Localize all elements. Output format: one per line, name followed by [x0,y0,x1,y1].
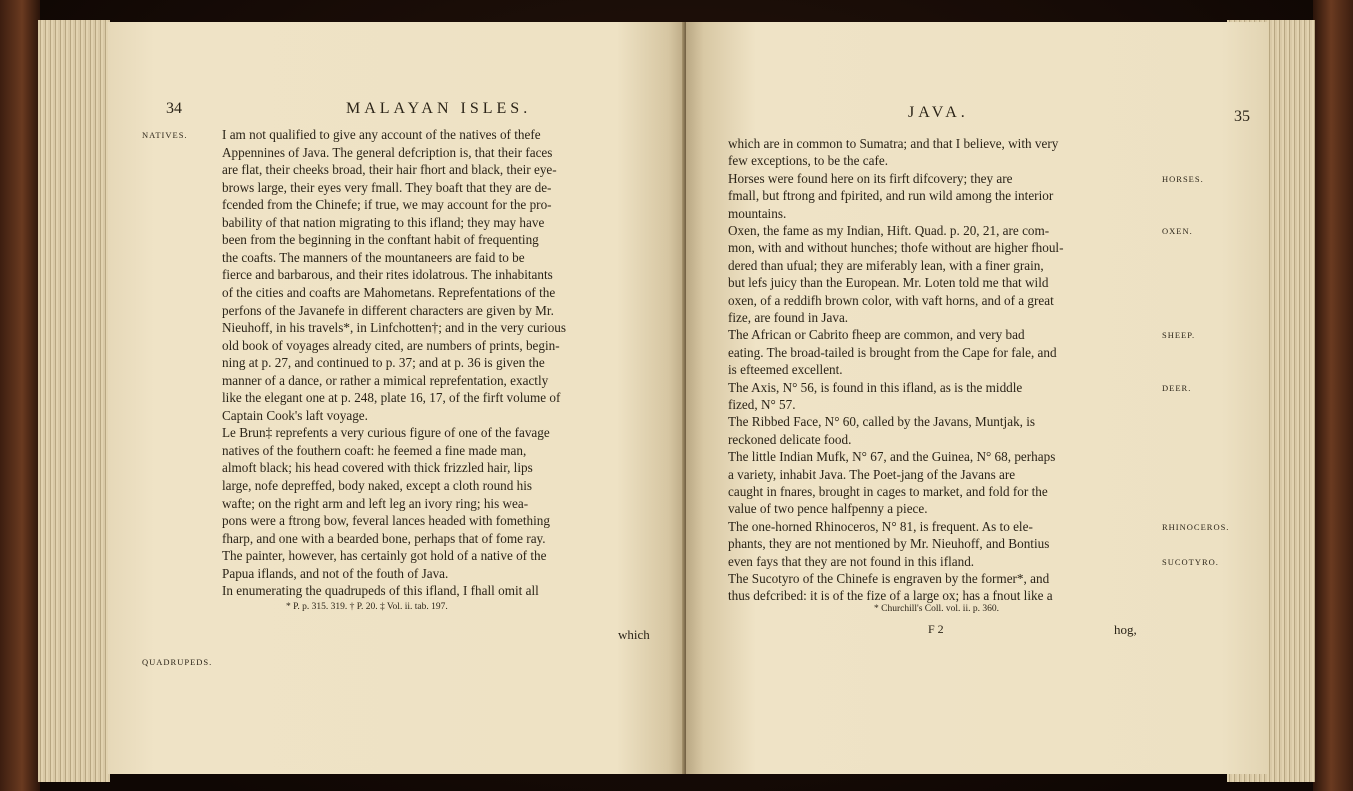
text-line: almoft black; his head covered with thick frizzled hair, lips [222,460,533,476]
left-page [108,22,686,774]
book-cover-right [1313,0,1353,791]
text-line: dered than ufual; they are miferably lean, with a finer grain, [728,257,1044,273]
text-line: ning at p. 27, and continued to p. 37; and at p. 36 is given the [222,355,545,371]
text-line: mountains. [728,205,787,221]
text-line: are flat, their cheeks broad, their hair fhort and black, their eye- [222,162,557,178]
text-line: even fays that they are not found in this ifland. [728,553,975,569]
margin-note: OXEN. [1162,226,1193,236]
text-line: of the cities and coafts are Mahometans. Reprefentations of the [222,284,556,300]
text-line: Papua iflands, and not of the fouth of Java. [222,565,449,581]
catchword: hog, [1114,622,1137,637]
text-line: The African or Cabrito fheep are common, and very bad [728,327,1025,343]
text-line: pons were a ftrong bow, feveral lances headed with fomething [222,513,550,529]
text-line: In enumerating the quadrupeds of this ifland, I fhall omit all [222,583,539,599]
text-line: bability of that nation migrating to this ifland; they may have [222,214,545,230]
text-line: fized, N° 57. [728,397,796,412]
text-line: value of two pence halfpenny a piece. [728,501,928,517]
text-line: wafte; on the right arm and left leg an ivory ring; his wea- [222,495,529,511]
page-number: 34 [166,100,182,117]
text-line: Nieuhoff, in his travels*, in Linfchotten†; and in the very curious [222,320,567,336]
text-line: The one-horned Rhinoceros, N° 81, is frequent. As to ele- [728,518,1033,534]
margin-note: HORSES. [1162,173,1204,184]
text-line: phants, they are not mentioned by Mr. Nieuhoff, and Bontius [728,536,1050,552]
text-line: The Sucotyro of the Chinefe is engraven by the former*, and [728,571,1050,586]
page-number: 35 [1234,108,1250,125]
text-line: eating. The broad-tailed is brought from the Cape for fale, and [728,344,1057,360]
text-line: Horses were found here on its firft difcovery; they are [728,170,1013,186]
catchword: which [618,627,650,642]
text-line: Appennines of Java. The general defcription is, that their faces [222,144,553,160]
text-line: The Ribbed Face, N° 60, called by the Javans, Muntjak, is [728,414,1036,430]
text-line: manner of a dance, or rather a mimical reprefentation, exactly [222,372,549,388]
text-line: oxen, of a reddifh brown color, with vaft horns, and of a great [728,292,1054,308]
text-line: a variety, inhabit Java. The Poet-jang of the Javans are [728,466,1016,482]
text-line: the coafts. The manners of the mountaneers are faid to be [222,249,525,265]
margin-note: DEER. [1162,382,1192,393]
text-line: Oxen, the fame as my Indian, Hift. Quad. p. 20, 21, are com- [728,223,1050,238]
text-line: but lefs juicy than the European. Mr. Loten told me that wild [728,275,1049,291]
text-line: fize, are found in Java. [728,310,849,325]
text-line: fierce and barbarous, and their rites idolatrous. The inhabitants [222,267,553,283]
text-line: is efteemed excellent. [728,362,843,378]
signature-mark: F 2 [928,622,944,636]
margin-note: QUADRUPEDS. [142,656,213,667]
text-line: perfons of the Javanefe in different characters are given by Mr. [222,302,554,318]
running-head: JAVA. [908,104,969,121]
text-line: large, nofe depreffed, body naked, except a cloth round his [222,478,533,493]
footnotes: * P. p. 315. 319. † P. 20. ‡ Vol. ii. tab. 197. [286,602,448,612]
text-line: fharp, and one with a bearded bone, perhaps that of fome ray. [222,530,546,546]
text-line: fmall, but ftrong and fpirited, and run wild among the interior [728,188,1054,204]
right-page [686,22,1268,774]
text-line: old book of voyages already cited, are numbers of prints, begin- [222,337,560,353]
running-head: MALAYAN ISLES. [346,100,532,117]
footnote: * Churchill's Coll. vol. ii. p. 360. [874,604,999,614]
text-line: The painter, however, has certainly got hold of a native of the [222,548,547,564]
text-line: caught in fnares, brought in cages to market, and fold for the [728,484,1048,499]
text-line: like the elegant one at p. 248, plate 16, 17, of the firft volume of [222,390,561,406]
book-cover-left [0,0,40,791]
text-line: Le Brun‡ reprefents a very curious figure of one of the favage [222,425,550,441]
text-line: natives of the fouthern coaft: he feemed a fine made man, [222,442,527,458]
text-line: fcended from the Chinefe; if true, we may account for the pro- [222,197,552,213]
text-line: The Axis, N° 56, is found in this ifland, as is the middle [728,379,1023,395]
text-line: reckoned delicate food. [728,431,852,447]
text-line: which are in common to Sumatra; and that I believe, with very [728,136,1059,151]
text-line: few exceptions, to be the cafe. [728,153,889,169]
margin-note: NATIVES. [142,130,188,140]
page-edges-left [38,20,110,782]
margin-note: RHINOCEROS. [1162,521,1230,532]
text-line: Captain Cook's laft voyage. [222,407,368,423]
text-line: mon, with and without hunches; thofe without are higher fhoul- [728,240,1064,256]
text-line: been from the beginning in the conftant habit of frequenting [222,232,539,248]
text-line: brows large, their eyes very fmall. They boaft that they are de- [222,179,552,195]
text-line: I am not qualified to give any account of the natives of thefe [222,127,541,142]
margin-note: SHEEP. [1162,330,1196,341]
margin-note: SUCOTYRO. [1162,556,1219,567]
text-line: The little Indian Mufk, N° 67, and the Guinea, N° 68, perhaps [728,449,1056,465]
text-line: thus defcribed: it is of the fize of a large ox; has a fnout like a [728,588,1053,604]
